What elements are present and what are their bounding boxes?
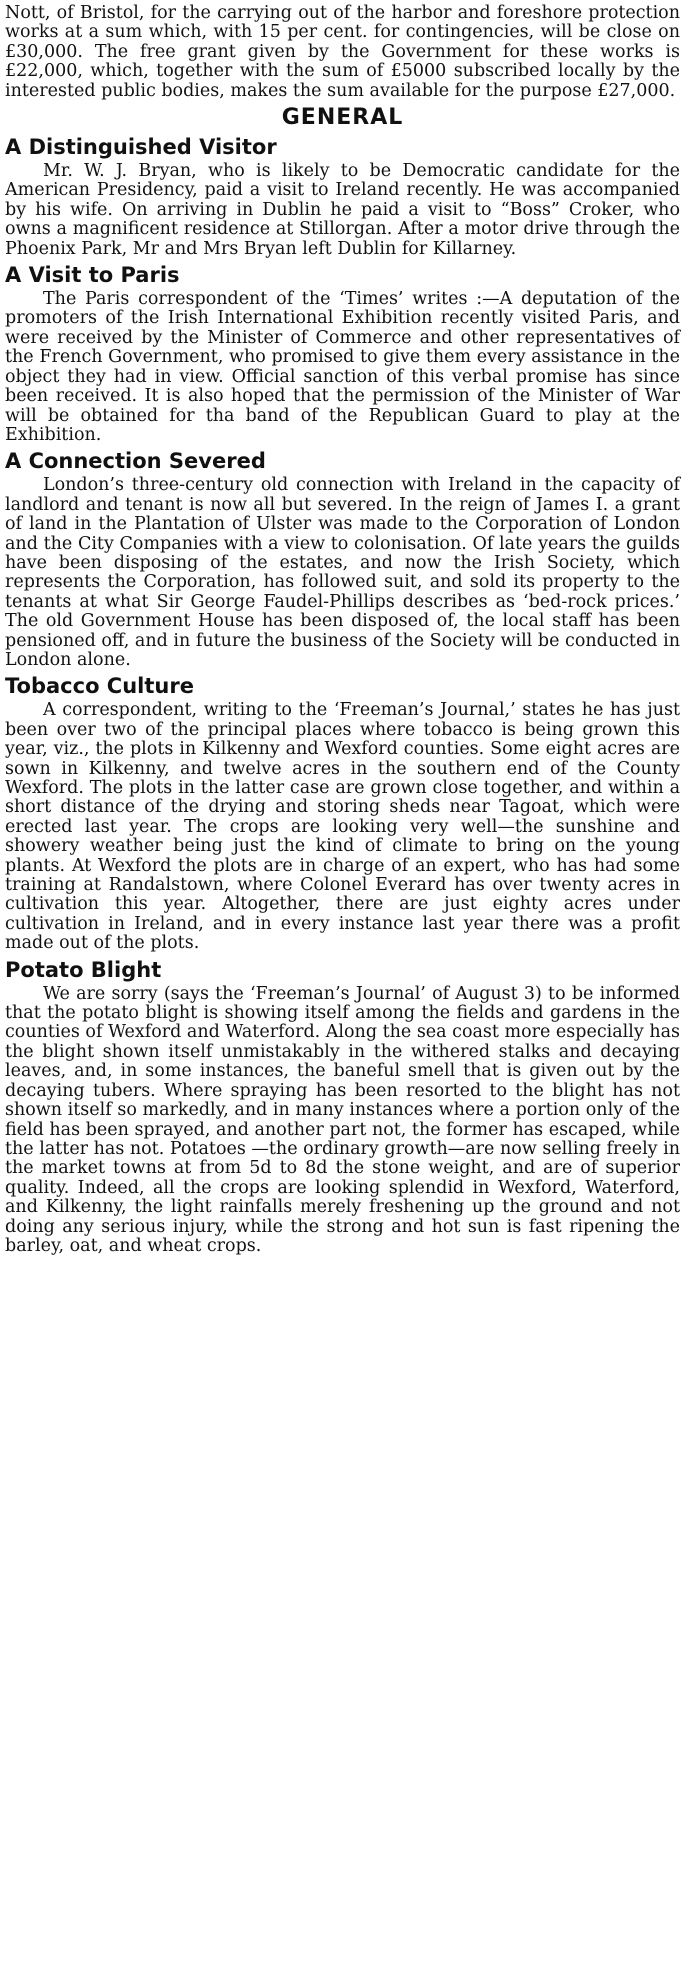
- article-potato-blight: [5, 957, 680, 1257]
- article-heading: Tobacco Culture: [5, 674, 194, 699]
- article-heading: Potato Blight: [5, 957, 162, 982]
- article-connection-severed: [5, 448, 680, 670]
- article-heading: A Visit to Paris: [5, 263, 180, 288]
- article-visit-to-paris: [5, 262, 680, 445]
- article-heading: A Distinguished Visitor: [5, 135, 277, 160]
- article-body: A correspondent, writing to the ‘Freeman’s Journal,’ states he has just been over two of the principal places where tobacco is being grown this year, viz., the plots in Kilkenny and Wexford counties. Some eight acres are sown in Kilkenny, and twelve acres in the southern end of the County Wexford. The plots in the latter case are grown close together, and within a short distance of the drying and storing sheds near Tagoat, which were erected last year. The crops are looking very well—the sunshine and showery weather being just the kind of climate to bring on the young plants. At Wexford the plots are in charge of an expert, who has had some training at Randalstown, where Colonel Everard has over twenty acres in cultivation this year. Altogether, there are just eighty acres under cultivation in Ireland, and in every instance last year there was a profit made out of the plots.: [5, 700, 680, 954]
- article-tobacco-culture: [5, 673, 680, 953]
- article-body: We are sorry (says the ‘Freeman’s Journal’ of August 3) to be informed that the potato blight is showing itself among the fields and gardens in the counties of Wexford and Waterford. Along the sea coast more especially has the blight shown itself unmistakably in the withered stalks and decaying leaves, and, in some instances, the baneful smell that is given out by the decaying tubers. Where spraying has been resorted to the blight has not shown itself so markedly, and in many instances where a portion only of the field has been sprayed, and another part not, the former has escaped, while the latter has not. Potatoes —the ordinary growth—are now selling freely in the market towns at from 5d to 8d the stone weight, and are of superior quality. Indeed, all the crops are looking splendid in Wexford, Waterford, and Kilkenny, the light rainfalls merely freshening up the ground and not doing any serious injury, while the strong and hot sun is fast ripening the barley, oat, and wheat crops.: [5, 983, 680, 1256]
- article-body: London’s three-century old connection with Ireland in the capacity of landlord and tenant is now all but severed. In the reign of James I. a grant of land in the Plantation of Ulster was made to the Corporation of London and the City Companies with a view to colonisation. Of late years the guilds have been disposing of the estates, and now the Irish Society, which represents the Corporation, has followed suit, and sold its property to the tenants at what Sir George Faudel-Phillips describes as ‘bed-rock prices.’ The old Government House has been disposed of, the local staff has been pensioned off, and in future the business of the Society will be conducted in London alone.: [5, 475, 680, 670]
- article-body: The Paris correspondent of the ‘Times’ writes :—A deputation of the promoters of the Irish International Exhibition recently visited Paris, and were received by the Minister of Commerce and other representatives of the French Government, who promised to give them every assistance in the object they had in view. Official sanction of this verbal promise has since been received. It is also hoped that the permission of the Minister of War will be obtained for tha band of the Republican Guard to play at the Exhibition.: [5, 289, 680, 445]
- article-body: Mr. W. J. Bryan, who is likely to be Democratic candidate for the American Presidency, paid a visit to Ireland recently. He was accompanied by his wife. On arriving in Dublin he paid a visit to “Boss” Croker, who owns a magnificent residence at Stillorgan. After a motor drive through the Phoenix Park, Mr and Mrs Bryan left Dublin for Killarney.: [5, 161, 680, 259]
- section-title: GENERAL: [281, 105, 404, 131]
- intro-paragraph: Nott, of Bristol, for the carrying out of the harbor and foreshore protection works at a sum which, with 15 per cent. for contingencies, will be close on £30,000. The free grant given by the Government for these works is £22,000, which, together with the sum of £5000 subscribed locally by the interested public bodies, makes the sum available for the purpose £27,000.: [5, 3, 680, 101]
- article-distinguished-visitor: [5, 134, 680, 259]
- article-heading: A Connection Severed: [5, 449, 266, 474]
